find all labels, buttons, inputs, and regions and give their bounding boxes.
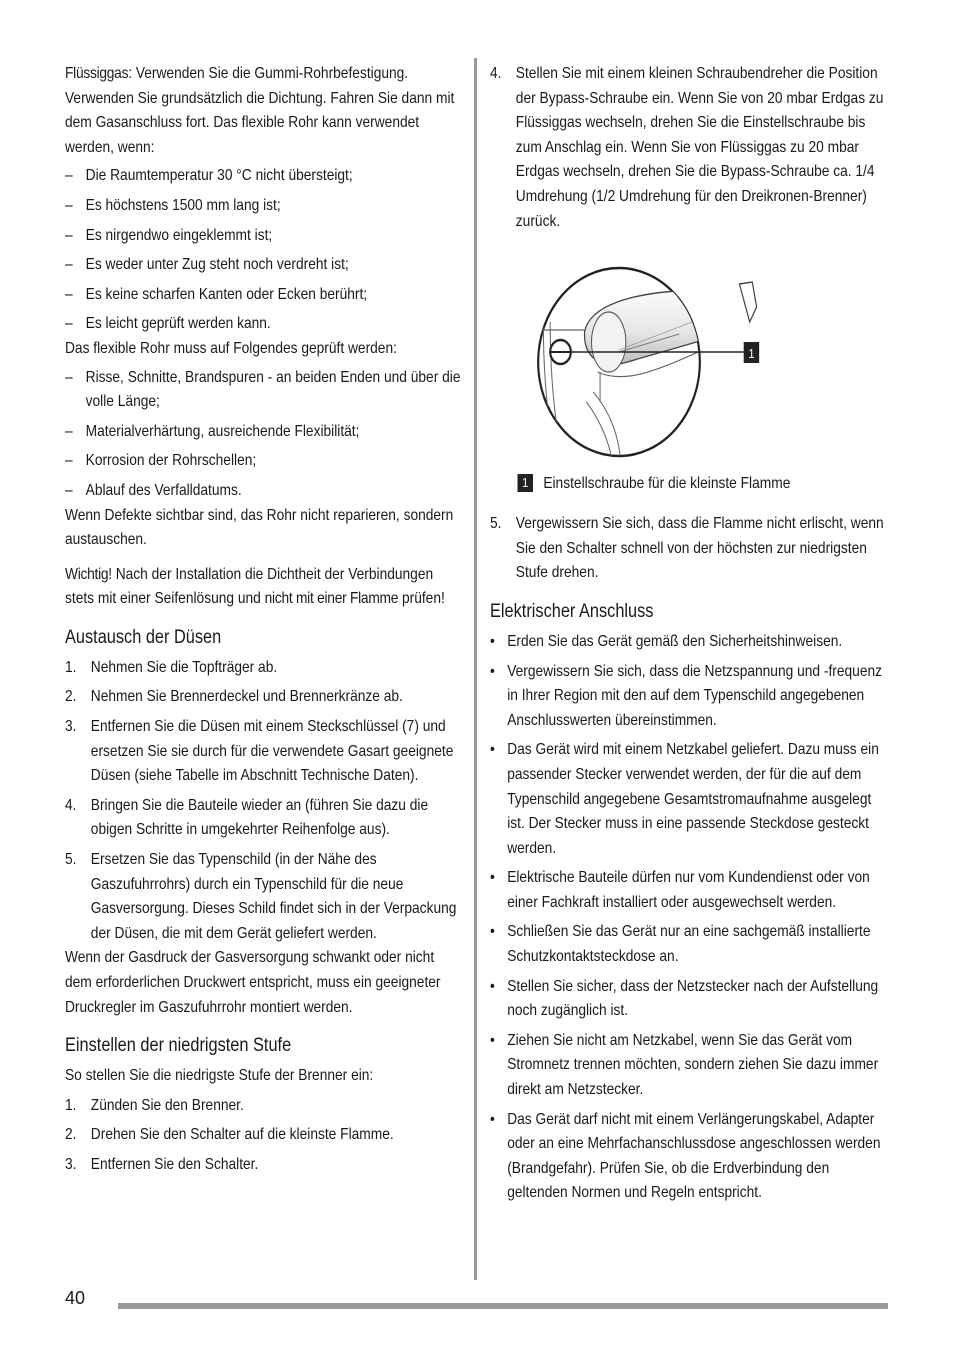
list-item: 4. Stellen Sie mit einem kleinen Schraubendreher die Position der Bypass-Schraube ein. Wenn Sie von 20 mbar Erdgas zu Flüssiggas wechseln, drehen Sie die Einstellschraube bis zum Anschlag ein. Wenn Sie von Flüssiggas zu 20 mbar Erdgas wechseln, drehen Sie die Bypass-Schraube ca. 1/4 Umdrehung (1/2 Umdrehung für den Dreikronen-Brenner) zurück. — [490, 65, 884, 230]
important-note: Wichtig! Nach der Installation die Dichtheit der Verbindungen stets mit einer Seifenlösung und nicht mit einer Flamme prüfen! — [65, 565, 445, 608]
figure-caption — [490, 472, 889, 496]
list-item: 1. Nehmen Sie die Topfträger ab. — [65, 658, 278, 676]
lpg-text: : Verwenden Sie die Gummi-Rohrbefestigung. Verwenden Sie grundsätzlich die Dichtung. Fahren Sie dann mit dem Gasanschluss fort. Das flexible Rohr kann verwendet werden, wenn: — [65, 65, 455, 156]
list-item: • Elektrische Bauteile dürfen nur vom Kundendienst oder von einer Fachkraft installiert oder ausgewechselt werden. — [490, 869, 870, 911]
nozzles-steps — [65, 656, 464, 947]
list-item: – Es weder unter Zug steht noch verdreht ist; — [65, 256, 349, 274]
list-item: • Erden Sie das Gerät gemäß den Sicherheitshinweisen. — [490, 632, 843, 650]
list-item: 5. Ersetzen Sie das Typenschild (in der Nähe des Gaszufuhrrohrs) durch ein Typenschild für die neue Gasversorgung. Dieses Schild findet sich in der Verpackung der Düsen, die mit dem Gerät geliefert werden. — [65, 851, 457, 942]
footer-rule — [118, 1303, 888, 1309]
list-item: 2. Drehen Sie den Schalter auf die kleinste Flamme. — [65, 1126, 394, 1144]
bypass-screw-illustration — [490, 262, 834, 462]
caption-text: Einstellschraube für die kleinste Flamme — [543, 475, 791, 493]
lowest-intro: So stellen Sie die niedrigste Stufe der Brenner ein: — [65, 1067, 374, 1085]
list-item: – Es keine scharfen Kanten oder Ecken berührt; — [65, 285, 368, 303]
list-item: – Es nirgendwo eingeklemmt ist; — [65, 226, 273, 244]
electric-heading: Elektrischer Anschluss — [490, 600, 654, 622]
lowest-steps — [65, 1094, 464, 1178]
list-item: – Materialverhärtung, ausreichende Flexibilität; — [65, 422, 360, 440]
lowest-heading: Einstellen der niedrigsten Stufe — [65, 1035, 292, 1057]
hose-checks-list — [65, 366, 464, 504]
left-column — [65, 62, 465, 1183]
bypass-screw-figure — [490, 262, 834, 462]
list-item: 2. Nehmen Sie Brennerdeckel und Brennerkränze ab. — [65, 688, 403, 706]
list-item: – Korrosion der Rohrschellen; — [65, 452, 257, 470]
lowest-steps-continued — [490, 62, 889, 234]
important-lead: Wichtig! — [65, 565, 112, 583]
check-intro: Das flexible Rohr muss auf Folgendes geprüft werden: — [65, 339, 397, 357]
page-number: 40 — [65, 1288, 86, 1308]
list-item: – Ablauf des Verfalldatums. — [65, 481, 242, 499]
caption-badge: 1 — [518, 474, 533, 492]
column-divider — [474, 58, 477, 1280]
nozzles-heading: Austausch der Düsen — [65, 626, 222, 648]
list-item: 5. Vergewissern Sie sich, dass die Flamme nicht erlischt, wenn Sie den Schalter schnell von der höchsten zur niedrigsten Stufe drehen. — [490, 515, 884, 582]
list-item: – Risse, Schnitte, Brandspuren - an beiden Enden und über die volle Länge; — [65, 368, 461, 411]
list-item: • Vergewissern Sie sich, dass die Netzspannung und -frequenz in Ihrer Region mit den auf dem Typenschild angegebenen Anschlusswerten übereinstimmen. — [490, 662, 882, 729]
lowest-steps-final — [490, 512, 889, 586]
list-item: – Es höchstens 1500 mm lang ist; — [65, 196, 281, 214]
list-item: – Die Raumtemperatur 30 °C nicht übersteigt; — [65, 167, 353, 185]
list-item: • Das Gerät darf nicht mit einem Verlängerungskabel, Adapter oder an eine Mehrfachanschlussdose angeschlossen werden (Brandgefahr). Prüfen Sie, ob die Erdverbindung den geltenden Normen und Regeln entspricht. — [490, 1110, 881, 1202]
list-item: • Schließen Sie das Gerät nur an eine sachgemäß installierte Schutzkontaktsteckdose an. — [490, 923, 871, 966]
list-item: 4. Bringen Sie die Bauteile wieder an (führen Sie dazu die obigen Schritte in umgekehrter Reihenfolge aus). — [65, 796, 429, 839]
list-item: 3. Entfernen Sie die Düsen mit einem Steckschlüssel (7) und ersetzen Sie sie durch für die verwendete Gasart geeignete Düsen (siehe Tabelle im Abschnitt Technische Daten). — [65, 718, 454, 785]
electric-bullets — [490, 630, 889, 1206]
figure-callout-number: 1 — [748, 346, 755, 362]
right-column — [490, 62, 890, 1211]
list-item: • Das Gerät wird mit einem Netzkabel geliefert. Dazu muss ein passender Stecker verwendet werden, der für die auf dem Typenschild angegebene Gesamtstromaufnahme ausgelegt ist. Der Stecker muss in eine passende Steckdose gesteckt werden. — [490, 741, 879, 857]
list-item: 3. Entfernen Sie den Schalter. — [65, 1155, 259, 1173]
hose-conditions-list — [65, 164, 464, 337]
lpg-intro — [65, 62, 464, 160]
important-strong: nicht mit einer Flamme — [264, 590, 399, 608]
list-item: – Es leicht geprüft werden kann. — [65, 315, 271, 333]
lpg-lead: Flüssiggas — [65, 65, 129, 82]
list-item: • Stellen Sie sicher, dass der Netzstecker nach der Aufstellung noch zugänglich ist. — [490, 977, 879, 1020]
list-item: 1. Zünden Sie den Brenner. — [65, 1096, 244, 1114]
list-item: • Ziehen Sie nicht am Netzkabel, wenn Sie das Gerät vom Stromnetz trennen möchten, sondern ziehen Sie dazu immer direkt am Netzstecker. — [490, 1031, 879, 1099]
defect-note: Wenn Defekte sichtbar sind, das Rohr nicht reparieren, sondern austauschen. — [65, 506, 454, 549]
pressure-note: Wenn der Gasdruck der Gasversorgung schwankt oder nicht dem erforderlichen Druckwert entspricht, muss ein geeigneter Druckregler im Gaszufuhrrohr montiert werden. — [65, 949, 441, 1016]
